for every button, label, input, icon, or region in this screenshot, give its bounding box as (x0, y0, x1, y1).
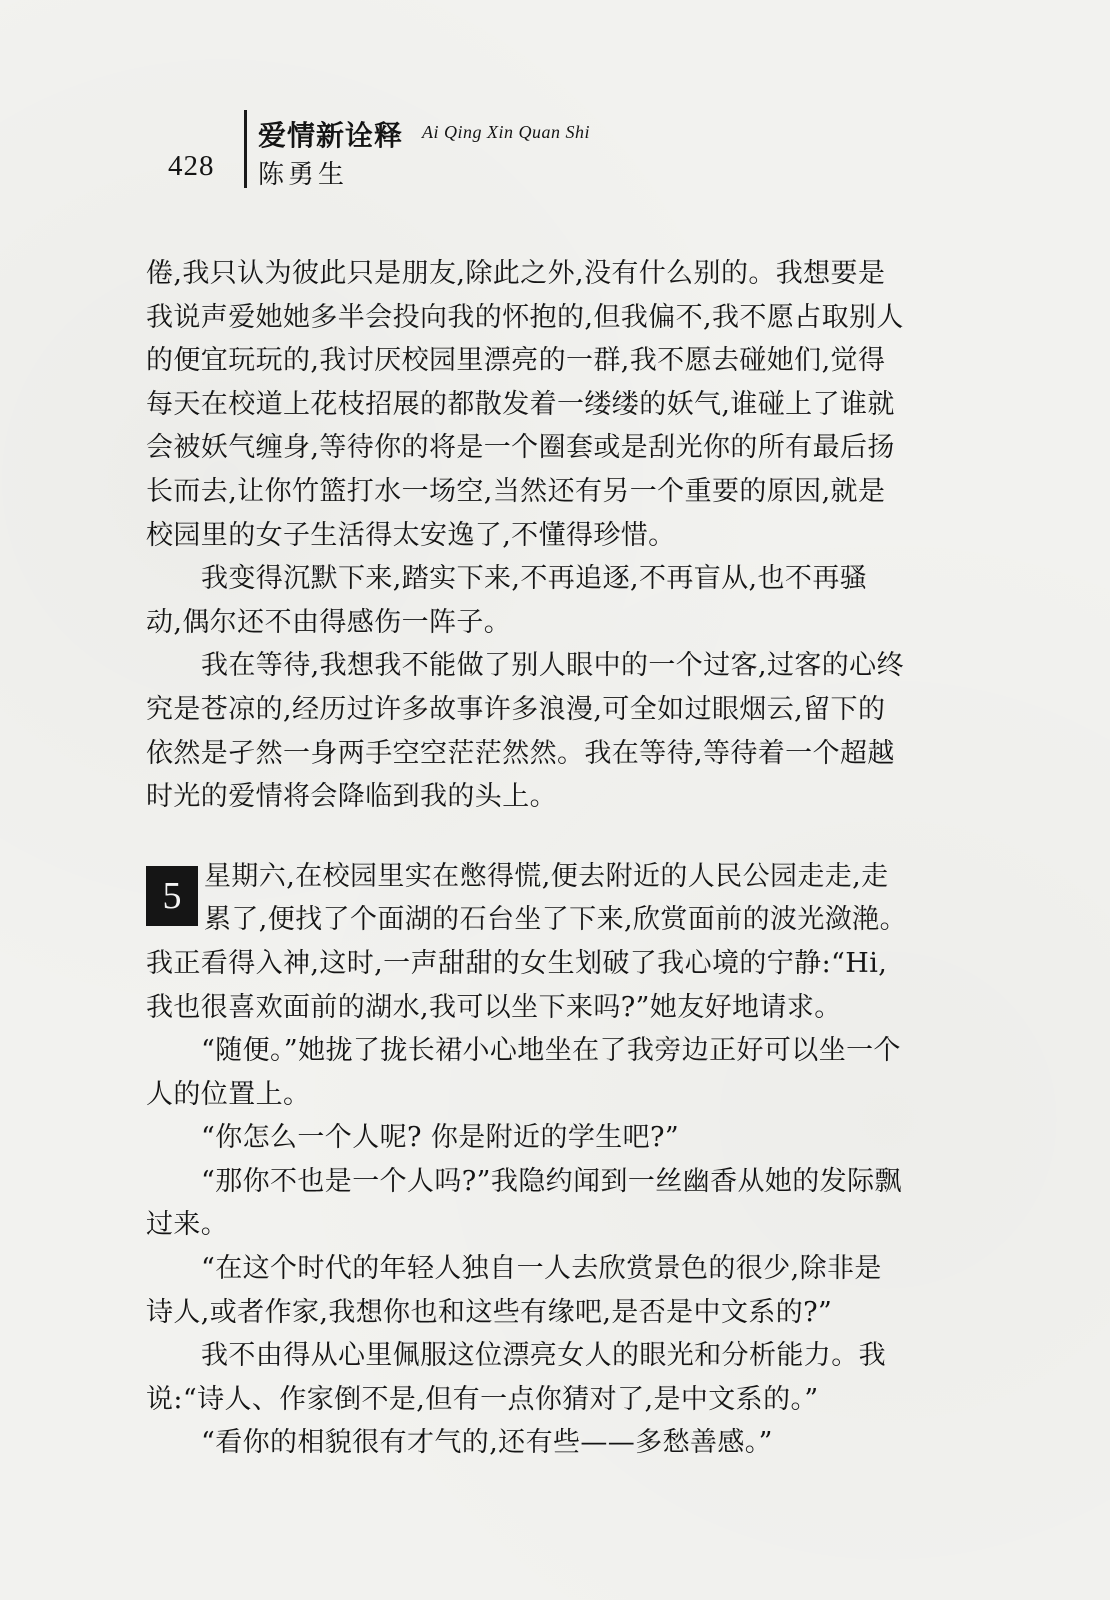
paragraph-start-line: “你怎么一个人呢? 你是附近的学生吧?” (201, 1122, 680, 1154)
text-line: 动,偶尔还不由得感伤一阵子。 (146, 606, 512, 638)
text-line: 会被妖气缠身,等待你的将是一个圈套或是刮光你的所有最后扬 (146, 432, 895, 464)
paragraph-start-line: 我不由得从心里佩服这位漂亮女人的眼光和分析能力。我 (201, 1340, 886, 1372)
text-line: 每天在校道上花枝招展的都散发着一缕缕的妖气,谁碰上了谁就 (146, 388, 895, 420)
book-title: 爱情新诠释 (258, 119, 404, 152)
text-line: 的便宜玩玩的,我讨厌校园里漂亮的一群,我不愿去碰她们,觉得 (146, 345, 886, 377)
text-line: 过来。 (146, 1209, 229, 1241)
text-line: 诗人,或者作家,我想你也和这些有缘吧,是否是中文系的?” (146, 1296, 833, 1328)
text-line: 我也很喜欢面前的湖水,我可以坐下来吗?”她友好地请求。 (146, 991, 842, 1023)
text-line: 倦,我只认为彼此只是朋友,除此之外,没有什么别的。我想要是 (146, 258, 886, 289)
section-first-line: 星期六,在校园里实在憋得慌,便去附近的人民公园走走,走 (204, 860, 889, 892)
paragraph-start-line: “在这个时代的年轻人独自一人去欣赏景色的很少,除非是 (201, 1253, 882, 1285)
paragraph-start-line: 我变得沉默下来,踏实下来,不再追逐,不再盲从,也不再骚 (201, 563, 868, 595)
text-line: 究是苍凉的,经历过许多故事许多浪漫,可全如过眼烟云,留下的 (146, 693, 886, 725)
text-line: 长而去,让你竹篮打水一场空,当然还有另一个重要的原因,就是 (146, 475, 886, 507)
text-line: 人的位置上。 (146, 1078, 311, 1110)
paragraph-start-line: “看你的相貌很有才气的,还有些——多愁善感。” (201, 1427, 773, 1459)
text-line: 说:“诗人、作家倒不是,但有一点你猜对了,是中文系的。” (146, 1383, 819, 1415)
body-text (146, 252, 976, 1465)
page-header (160, 110, 700, 190)
header-divider (244, 110, 247, 188)
text-line: 依然是孑然一身两手空空茫茫然然。我在等待,等待着一个超越 (146, 737, 895, 769)
book-title-pinyin: Ai Qing Xin Quan Shi (422, 122, 590, 142)
section-gap (146, 819, 976, 855)
paragraph-start-line: 我在等待,我想我不能做了别人眼中的一个过客,过客的心终 (201, 650, 904, 682)
page-number: 428 (168, 150, 215, 182)
text-line: 我说声爱她她多半会投向我的怀抱的,但我偏不,我不愿占取别人 (146, 301, 904, 333)
text-line: 时光的爱情将会降临到我的头上。 (146, 781, 557, 813)
paragraph-start-line: “那你不也是一个人吗?”我隐约闻到一丝幽香从她的发际飘 (201, 1165, 902, 1197)
text-line: 校园里的女子生活得太安逸了,不懂得珍惜。 (146, 519, 676, 551)
section-number-badge: 5 (146, 866, 198, 926)
author-name: 陈勇生 (258, 160, 349, 190)
paragraph-start-line: “随便。”她拢了拢长裙小心地坐在了我旁边正好可以坐一个 (201, 1035, 901, 1067)
text-line: 我正看得入神,这时,一声甜甜的女生划破了我心境的宁静:“Hi, (146, 947, 888, 979)
section-second-line: 累了,便找了个面湖的石台坐了下来,欣赏面前的波光潋滟。 (204, 904, 907, 936)
